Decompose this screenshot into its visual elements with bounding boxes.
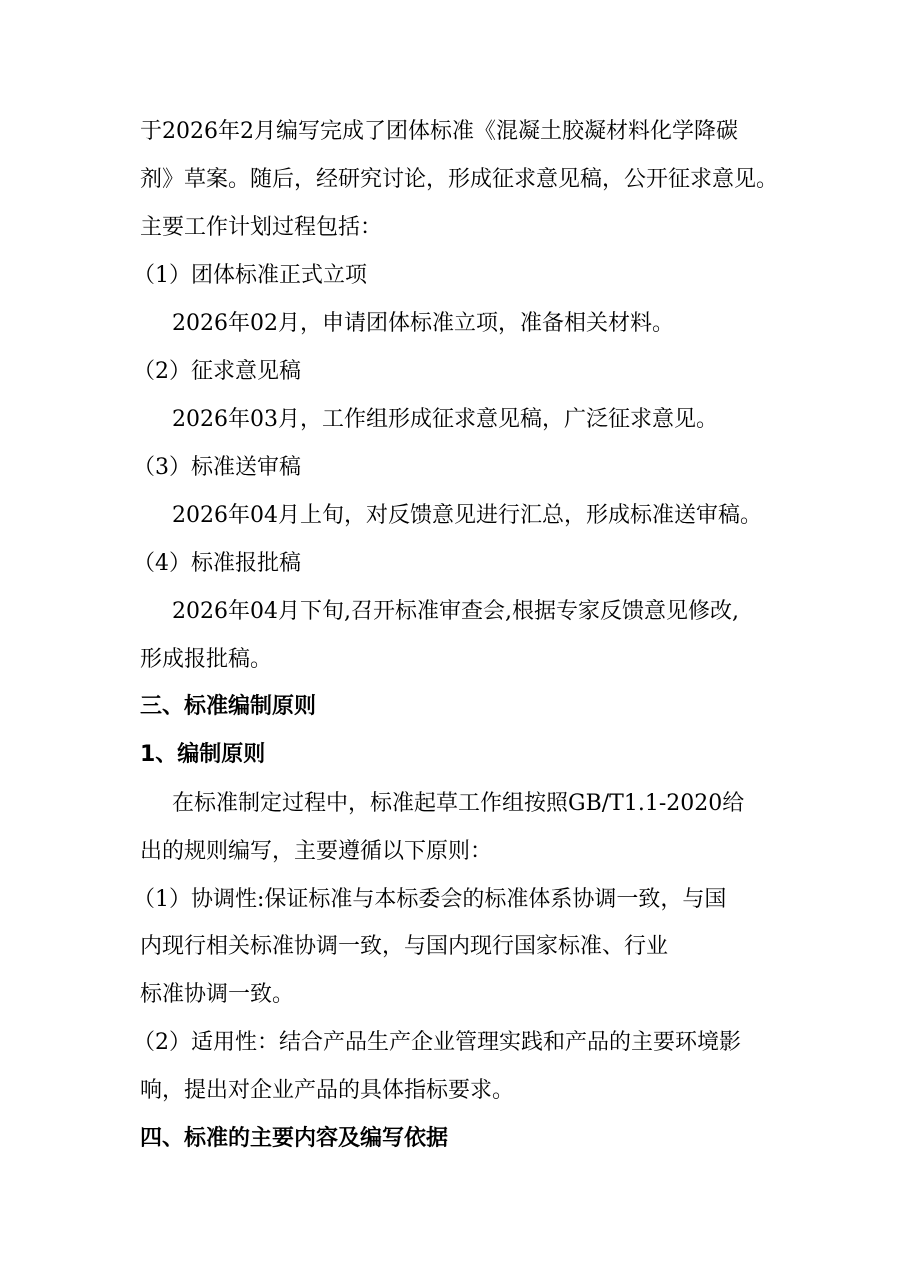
plan-item-heading: （4）标准报批稿 [133,551,301,576]
paragraph-line: 主要工作计划过程包括： [140,215,383,240]
paragraph-line: 出的规则编写，主要遵循以下原则： [140,839,493,864]
plan-item-heading: （3）标准送审稿 [133,455,301,480]
plan-item-text: 2026年03月，工作组形成征求意见稿，广泛征求意见。 [172,407,718,432]
paragraph-line: 在标准制定过程中，标准起草工作组按照GB/T1.1-2020给 [172,791,745,816]
plan-item-heading: （1）团体标准正式立项 [133,263,367,288]
paragraph-line: 于2026年2月编写完成了团体标准《混凝土胶凝材料化学降碳 [140,119,738,144]
section-heading: 四、标准的主要内容及编写依据 [140,1126,449,1151]
plan-item-heading: （2）征求意见稿 [133,359,301,384]
principle-item: 标准协调一致。 [140,982,295,1007]
principle-item: 内现行相关标准协调一致，与国内现行国家标准、行业 [140,934,669,959]
subsection-heading: 1、编制原则 [140,742,266,767]
paragraph-line: 剂》草案。随后，经研究讨论，形成征求意见稿，公开征求意见。 [140,167,779,192]
plan-item-text: 2026年04月下旬,召开标准审查会,根据专家反馈意见修改, [172,599,739,624]
plan-item-text: 形成报批稿。 [140,647,273,672]
plan-item-text: 2026年04月上旬，对反馈意见进行汇总，形成标准送审稿。 [172,503,762,528]
principle-item: （1）协调性:保证标准与本标委会的标准体系协调一致，与国 [133,887,727,912]
plan-item-text: 2026年02月，申请团体标准立项，准备相关材料。 [172,311,674,336]
principle-item: 响，提出对企业产品的具体指标要求。 [140,1078,515,1103]
section-heading: 三、标准编制原则 [140,694,317,719]
principle-item: （2）适用性：结合产品生产企业管理实践和产品的主要环境影 [133,1030,741,1055]
